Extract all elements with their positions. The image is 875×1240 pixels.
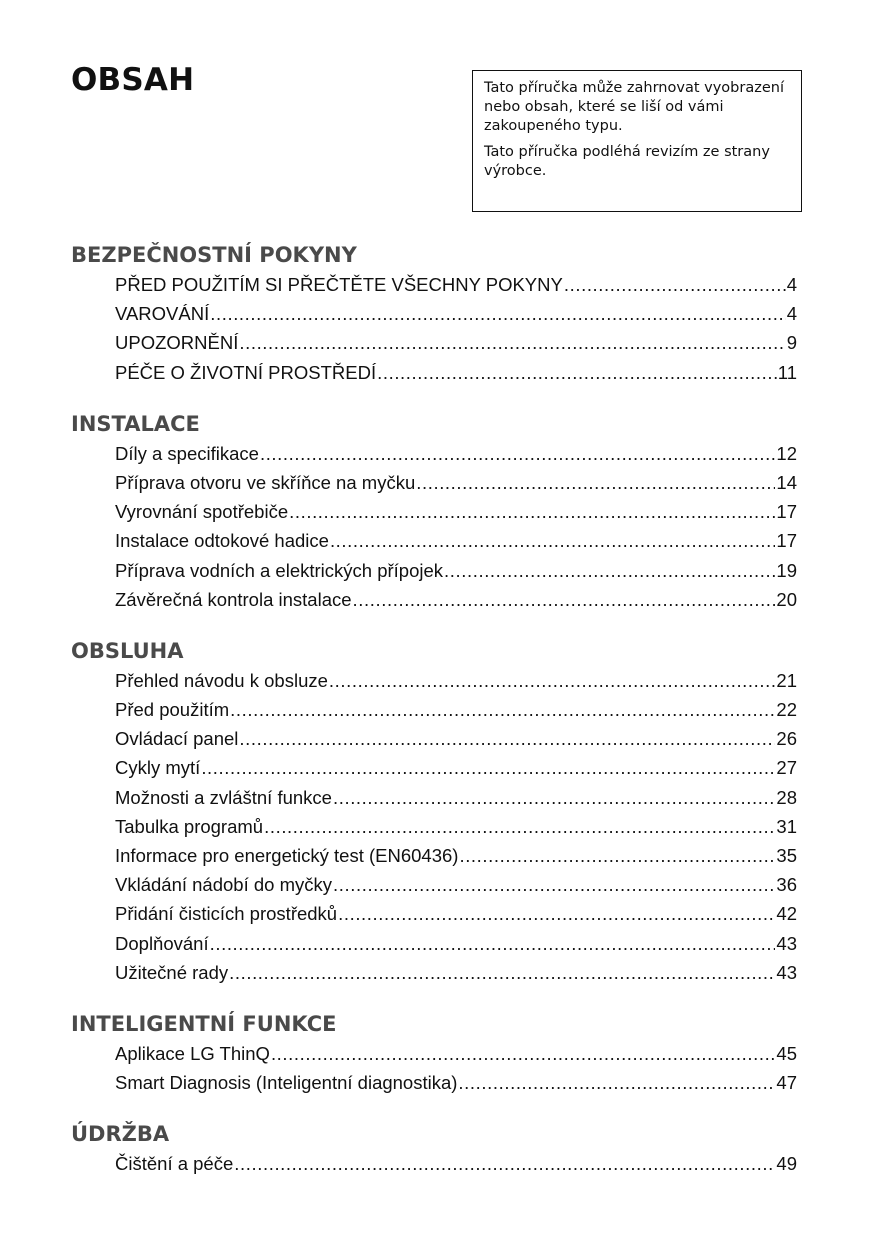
dot-leader xyxy=(444,556,775,585)
dot-leader xyxy=(201,753,775,782)
toc-entry[interactable] xyxy=(71,468,797,497)
toc-entry-title: Instalace odtokové hadice xyxy=(115,530,329,552)
toc-entry[interactable] xyxy=(71,929,797,958)
toc-entry[interactable] xyxy=(71,783,797,812)
notice-box xyxy=(472,70,802,212)
dot-leader xyxy=(353,585,776,614)
toc-entry[interactable] xyxy=(71,585,797,614)
toc-entry-title: Informace pro energetický test (EN60436) xyxy=(115,845,459,866)
dot-leader xyxy=(271,1039,775,1068)
toc-entry-page-number: 9 xyxy=(786,332,797,354)
dot-leader xyxy=(458,1068,775,1097)
toc-entry-page-number: 4 xyxy=(786,274,797,295)
toc-entry-title: Cykly mytí xyxy=(115,757,201,779)
dot-leader xyxy=(329,666,776,695)
toc-entry-title: Vkládání nádobí do myčky xyxy=(115,874,332,896)
page-title: OBSAH xyxy=(71,62,195,98)
toc-entry[interactable] xyxy=(71,526,797,555)
toc-entry-title: Vyrovnání spotřebiče xyxy=(115,501,289,523)
toc-entry[interactable] xyxy=(71,870,797,899)
toc-entry-page-number: 11 xyxy=(777,361,797,383)
dot-leader xyxy=(229,958,775,987)
section-heading: INSTALACE xyxy=(71,411,200,436)
toc-section xyxy=(71,409,797,614)
toc-entry[interactable] xyxy=(71,1068,797,1097)
section-heading: ÚDRŽBA xyxy=(71,1122,170,1147)
toc-entry-title: Přidání čisticích prostředků xyxy=(115,903,338,925)
toc-entry[interactable] xyxy=(71,358,797,387)
dot-leader xyxy=(210,299,785,328)
toc-entry-title: Smart Diagnosis (Inteligentní diagnostika) xyxy=(115,1072,458,1094)
toc-entry-title: Ovládací panel xyxy=(115,728,239,750)
toc-entry-page-number: 12 xyxy=(776,442,797,464)
dot-leader xyxy=(333,870,775,899)
toc-entry-title: Před použitím xyxy=(115,699,230,721)
toc-entry-page-number: 4 xyxy=(786,303,797,325)
section-heading: OBSLUHA xyxy=(71,638,184,663)
section-heading: INTELIGENTNÍ FUNKCE xyxy=(71,1011,337,1036)
dot-leader xyxy=(333,783,775,812)
table-of-contents xyxy=(71,240,797,1201)
dot-leader xyxy=(239,724,775,753)
toc-entry[interactable] xyxy=(71,666,797,695)
toc-entry-title: Tabulka programů xyxy=(115,815,264,837)
toc-entry-title: PŘED POUŽITÍM SI PŘEČTĚTE VŠECHNY POKYNY xyxy=(115,274,563,295)
toc-entry[interactable] xyxy=(71,753,797,782)
toc-section xyxy=(71,1119,797,1178)
section-heading: BEZPEČNOSTNÍ POKYNY xyxy=(71,243,357,267)
toc-entry-page-number: 45 xyxy=(776,1042,797,1064)
toc-entry[interactable] xyxy=(71,812,797,841)
toc-entry-title: Aplikace LG ThinQ xyxy=(115,1042,270,1064)
toc-entry-title: Přehled návodu k obsluze xyxy=(115,669,328,691)
toc-entry[interactable] xyxy=(71,958,797,987)
notice-paragraph: Tato příručka může zahrnovat vyobrazení nebo obsah, které se liší od vámi zakoupeného typu. xyxy=(484,80,784,134)
toc-entry-page-number: 42 xyxy=(776,903,797,925)
toc-entry-page-number: 49 xyxy=(776,1153,797,1175)
dot-leader xyxy=(377,358,777,387)
toc-entry-page-number: 22 xyxy=(776,699,797,721)
toc-entry[interactable] xyxy=(71,695,797,724)
toc-entry-title: VAROVÁNÍ xyxy=(115,303,210,325)
toc-entry-title: Příprava otvoru ve skříňce na myčku xyxy=(115,471,416,493)
toc-section xyxy=(71,240,797,387)
toc-section xyxy=(71,636,797,987)
toc-entry-title: Možnosti a zvláštní funkce xyxy=(115,786,332,808)
toc-entry[interactable] xyxy=(71,439,797,468)
toc-entry-title: Závěrečná kontrola instalace xyxy=(115,588,352,610)
dot-leader xyxy=(338,899,775,928)
toc-section xyxy=(71,1009,797,1097)
toc-entry-page-number: 31 xyxy=(776,815,797,837)
dot-leader xyxy=(264,812,775,841)
toc-entry[interactable] xyxy=(71,299,797,328)
toc-entry-title: PÉČE O ŽIVOTNÍ PROSTŘEDÍ xyxy=(115,361,377,383)
dot-leader xyxy=(330,526,775,555)
dot-leader xyxy=(239,328,785,357)
toc-entry[interactable] xyxy=(71,724,797,753)
toc-entry-title: UPOZORNĚNÍ xyxy=(115,332,239,354)
toc-entry-page-number: 28 xyxy=(776,786,797,808)
dot-leader xyxy=(416,468,775,497)
toc-entry[interactable] xyxy=(71,841,797,870)
toc-entry-page-number: 17 xyxy=(776,530,797,552)
toc-entry-page-number: 14 xyxy=(776,471,797,493)
dot-leader xyxy=(459,841,775,870)
toc-entry-page-number: 43 xyxy=(776,932,797,954)
dot-leader xyxy=(234,1149,775,1178)
toc-entry-page-number: 47 xyxy=(776,1072,797,1094)
toc-entry-page-number: 35 xyxy=(776,845,797,866)
toc-entry[interactable] xyxy=(71,899,797,928)
toc-entry-page-number: 19 xyxy=(776,559,797,581)
toc-entry-page-number: 26 xyxy=(776,728,797,750)
toc-entry-title: Příprava vodních a elektrických přípojek xyxy=(115,559,444,581)
toc-entry-title: Doplňování xyxy=(115,932,209,954)
toc-entry[interactable] xyxy=(71,1039,797,1068)
toc-entry-page-number: 36 xyxy=(776,874,797,896)
notice-paragraph: Tato příručka podléhá revizím ze strany výrobce. xyxy=(484,144,770,179)
toc-entry-page-number: 27 xyxy=(776,757,797,779)
toc-entry-page-number: 21 xyxy=(776,669,797,691)
toc-entry[interactable] xyxy=(71,1149,797,1178)
toc-entry-title: Užitečné rady xyxy=(115,961,229,983)
toc-entry-title: Díly a specifikace xyxy=(115,442,259,464)
toc-entry-page-number: 17 xyxy=(776,501,797,523)
toc-entry[interactable] xyxy=(71,556,797,585)
dot-leader xyxy=(564,270,786,299)
toc-entry-page-number: 20 xyxy=(776,588,797,610)
toc-entry-page-number: 43 xyxy=(776,961,797,983)
dot-leader xyxy=(260,439,775,468)
toc-entry[interactable] xyxy=(71,497,797,526)
dot-leader xyxy=(289,497,775,526)
dot-leader xyxy=(210,929,776,958)
toc-entry-title: Čištění a péče xyxy=(115,1153,234,1175)
toc-entry[interactable] xyxy=(71,270,797,299)
toc-entry[interactable] xyxy=(71,328,797,357)
dot-leader xyxy=(230,695,775,724)
